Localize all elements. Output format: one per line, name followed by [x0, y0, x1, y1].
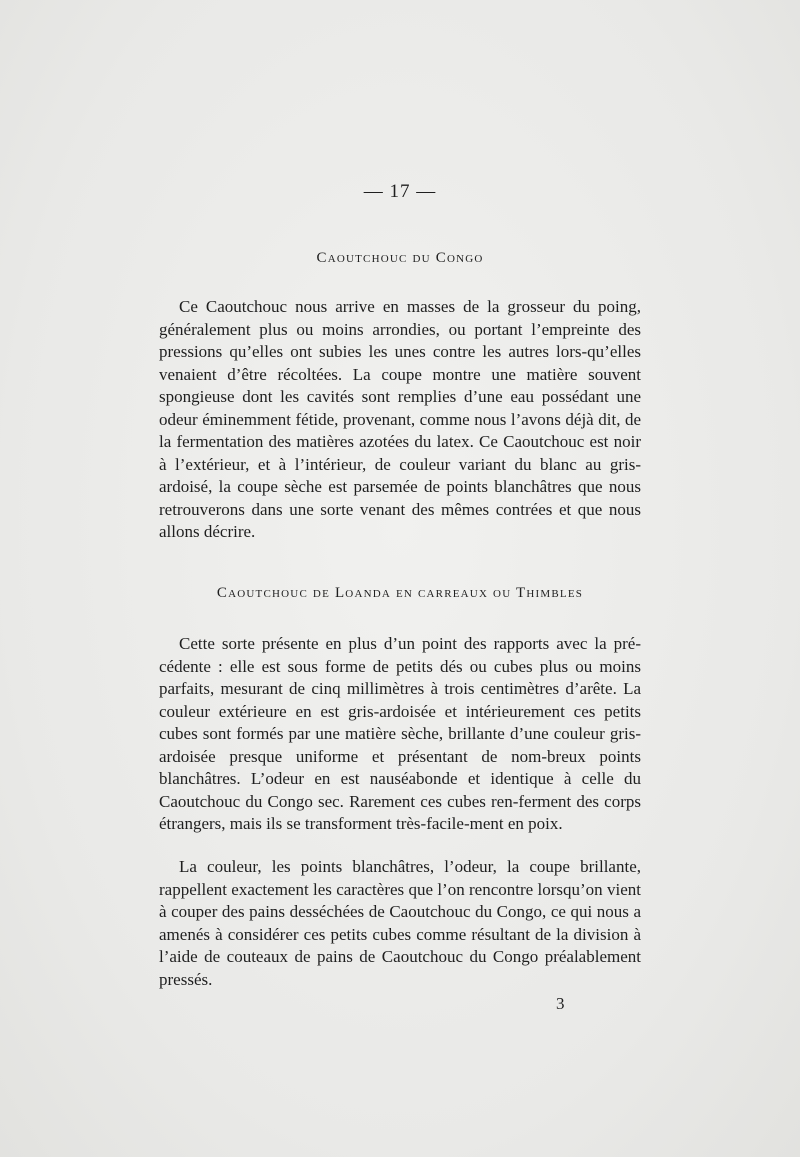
paragraph-loanda-1: Cette sorte présente en plus d’un point des rapports avec la pré-cédente : elle est sous forme de petits dés ou cubes plus ou moins parfaits, mesurant de cinq millimètres à trois centimètres d’arête. La couleur extérieure en est gris-ardoisée et intérieurement ces petits cubes sont formés par une matière sèche, brillante d’une couleur gris-ardoisée presque uniforme et présentant de nom-breux points blanchâtres. L’odeur en est nauséabonde et identique à celle du Caoutchouc du Congo sec. Rarement ces cubes ren-ferment des corps étrangers, mais ils se transforment très-facile-ment en poix.: [159, 634, 641, 833]
section-heading-congo: Caoutchouc du Congo: [316, 250, 484, 266]
page-number: — 17 —: [363, 181, 437, 202]
signature-mark: 3: [556, 994, 565, 1013]
paragraph-loanda-2: La couleur, les points blanchâtres, l’odeur, la coupe brillante, rappellent exactement les caractères que l’on rencontre lorsqu’on vient à couper des pains desséchées de Caoutchouc du Congo, ce qui nous a amenés à considérer ces petits cubes comme résultant de la division à l’aide de couteaux de pains de Caoutchouc du Congo préalablement pressés.: [159, 857, 641, 989]
paragraph-congo: Ce Caoutchouc nous arrive en masses de la grosseur du poing, généralement plus ou moins arrondies, ou portant l’empreinte des pressions qu’elles ont subies les unes contre les autres lors-qu’elles venaient d’être récoltées. La coupe montre une matière souvent spongieuse dont les cavités sont remplies d’une eau possédant une odeur éminemment fétide, provenant, comme nous l’avons déjà dit, de la fermentation des matières azotées du latex. Ce Caoutchouc est noir à l’extérieur, et à l’intérieur, de couleur variant du blanc au gris-ardoisé, la coupe sèche est parsemée de points blanchâtres que nous retrouverons dans une sorte venant des mêmes contrées et que nous allons décrire.: [159, 297, 641, 541]
section-heading-loanda: Caoutchouc de Loanda en carreaux ou Thimbles: [216, 585, 584, 601]
